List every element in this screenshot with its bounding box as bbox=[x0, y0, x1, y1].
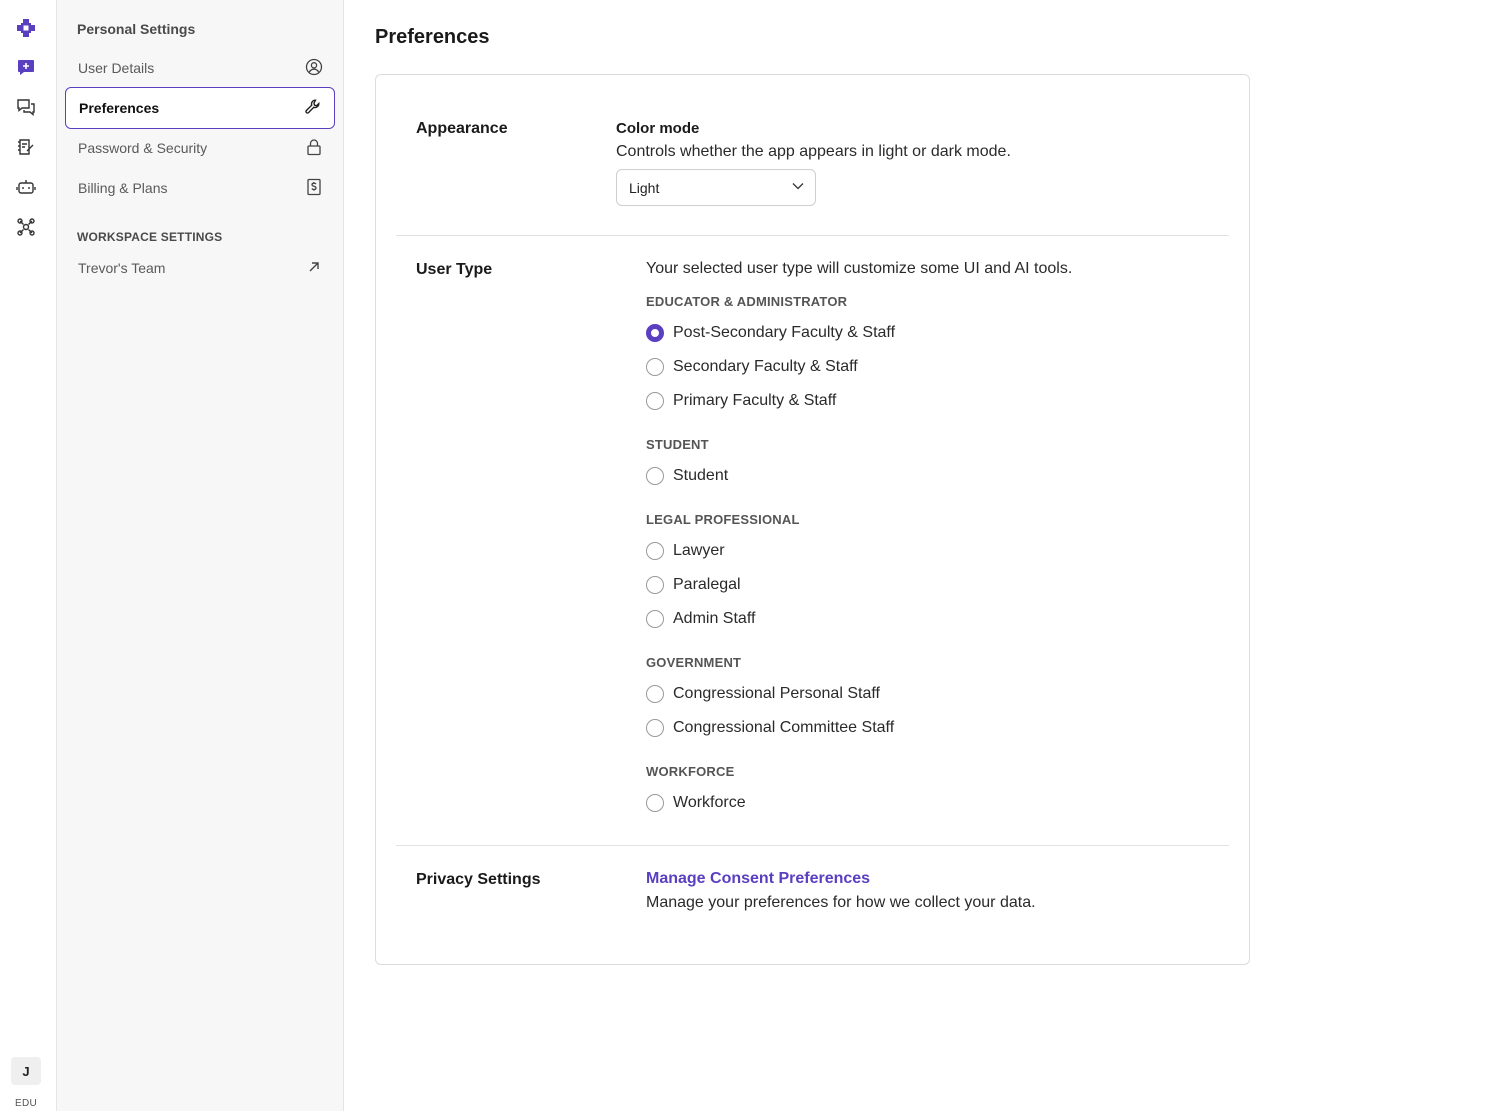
radio-button[interactable] bbox=[646, 794, 664, 812]
radio-lawyer[interactable] bbox=[646, 541, 725, 561]
settings-sidebar bbox=[57, 0, 344, 1111]
radio-button[interactable] bbox=[646, 392, 664, 410]
icon-rail bbox=[0, 0, 57, 1111]
radio-student[interactable] bbox=[646, 466, 728, 486]
wrench-icon bbox=[304, 98, 322, 119]
billing-icon bbox=[305, 178, 323, 199]
user-type-label: User Type bbox=[416, 261, 493, 278]
plan-badge: EDU bbox=[14, 1098, 37, 1109]
sidebar-item-label: Password & Security bbox=[78, 140, 208, 156]
sidebar-item-preferences[interactable] bbox=[65, 87, 335, 129]
group-government: GOVERNMENT bbox=[646, 655, 742, 670]
bot-icon[interactable] bbox=[14, 175, 38, 199]
group-legal-professional: LEGAL PROFESSIONAL bbox=[646, 512, 800, 527]
radio-label: Paralegal bbox=[673, 576, 741, 593]
avatar[interactable]: J bbox=[11, 1057, 41, 1085]
section-divider bbox=[396, 235, 1229, 236]
sidebar-item-label: User Details bbox=[78, 60, 155, 76]
lock-icon bbox=[305, 138, 323, 159]
radio-label: Workforce bbox=[673, 794, 746, 811]
radio-label: Congressional Personal Staff bbox=[673, 685, 880, 702]
group-educator-administrator: EDUCATOR & ADMINISTRATOR bbox=[646, 294, 848, 309]
color-mode-value: Light bbox=[629, 179, 660, 196]
radio-button[interactable] bbox=[646, 610, 664, 628]
logo-icon[interactable] bbox=[14, 16, 38, 40]
color-mode-description: Controls whether the app appears in light or dark mode. bbox=[616, 143, 1011, 160]
radio-label: Lawyer bbox=[673, 542, 725, 559]
radio-button[interactable] bbox=[646, 719, 664, 737]
color-mode-title: Color mode bbox=[616, 120, 700, 137]
sidebar-item-label: Billing & Plans bbox=[78, 180, 168, 196]
chats-icon[interactable] bbox=[14, 95, 38, 119]
radio-label: Student bbox=[673, 467, 729, 484]
sidebar-heading: Personal Settings bbox=[77, 21, 196, 37]
radio-workforce[interactable] bbox=[646, 793, 746, 813]
notes-icon[interactable] bbox=[14, 135, 38, 159]
radio-button[interactable] bbox=[646, 576, 664, 594]
radio-button[interactable] bbox=[646, 542, 664, 560]
radio-label: Post-Secondary Faculty & Staff bbox=[673, 324, 896, 341]
radio-admin-staff[interactable] bbox=[646, 609, 755, 629]
sidebar-item-password-security[interactable] bbox=[65, 127, 335, 169]
radio-label: Primary Faculty & Staff bbox=[673, 392, 837, 409]
sidebar-item-billing-plans[interactable] bbox=[65, 167, 335, 209]
radio-post-secondary-faculty[interactable] bbox=[646, 323, 895, 343]
sidebar-item-label: Trevor's Team bbox=[78, 260, 166, 276]
appearance-label: Appearance bbox=[416, 120, 508, 137]
color-mode-select[interactable] bbox=[616, 169, 816, 206]
sidebar-item-label: Preferences bbox=[79, 100, 160, 116]
user-circle-icon bbox=[305, 58, 323, 79]
radio-button-checked[interactable] bbox=[646, 324, 664, 342]
radio-label: Secondary Faculty & Staff bbox=[673, 358, 858, 375]
sidebar-item-user-details[interactable] bbox=[65, 47, 335, 89]
privacy-settings-label: Privacy Settings bbox=[416, 871, 541, 888]
radio-button[interactable] bbox=[646, 685, 664, 703]
radio-button[interactable] bbox=[646, 467, 664, 485]
section-divider bbox=[396, 845, 1229, 846]
workspace-settings-heading: WORKSPACE SETTINGS bbox=[77, 230, 223, 244]
radio-congressional-personal-staff[interactable] bbox=[646, 684, 880, 704]
radio-congressional-committee-staff[interactable] bbox=[646, 718, 894, 738]
radio-label: Congressional Committee Staff bbox=[673, 719, 895, 736]
radio-secondary-faculty[interactable] bbox=[646, 357, 858, 377]
radio-paralegal[interactable] bbox=[646, 575, 741, 595]
radio-label: Admin Staff bbox=[673, 610, 756, 627]
radio-button[interactable] bbox=[646, 358, 664, 376]
page-title: Preferences bbox=[375, 26, 490, 48]
preferences-card bbox=[375, 74, 1250, 965]
external-arrow-icon bbox=[305, 258, 323, 279]
user-type-description: Your selected user type will customize some UI and AI tools. bbox=[646, 260, 1073, 277]
radio-primary-faculty[interactable] bbox=[646, 391, 836, 411]
group-workforce: WORKFORCE bbox=[646, 764, 735, 779]
new-chat-icon[interactable] bbox=[14, 55, 38, 79]
group-student: STUDENT bbox=[646, 437, 709, 452]
sidebar-item-workspace-team[interactable] bbox=[65, 247, 335, 289]
integrations-icon[interactable] bbox=[14, 215, 38, 239]
chevron-down-icon bbox=[791, 179, 805, 196]
manage-consent-link[interactable]: Manage Consent Preferences bbox=[646, 870, 871, 887]
privacy-description: Manage your preferences for how we collect your data. bbox=[646, 894, 1036, 911]
